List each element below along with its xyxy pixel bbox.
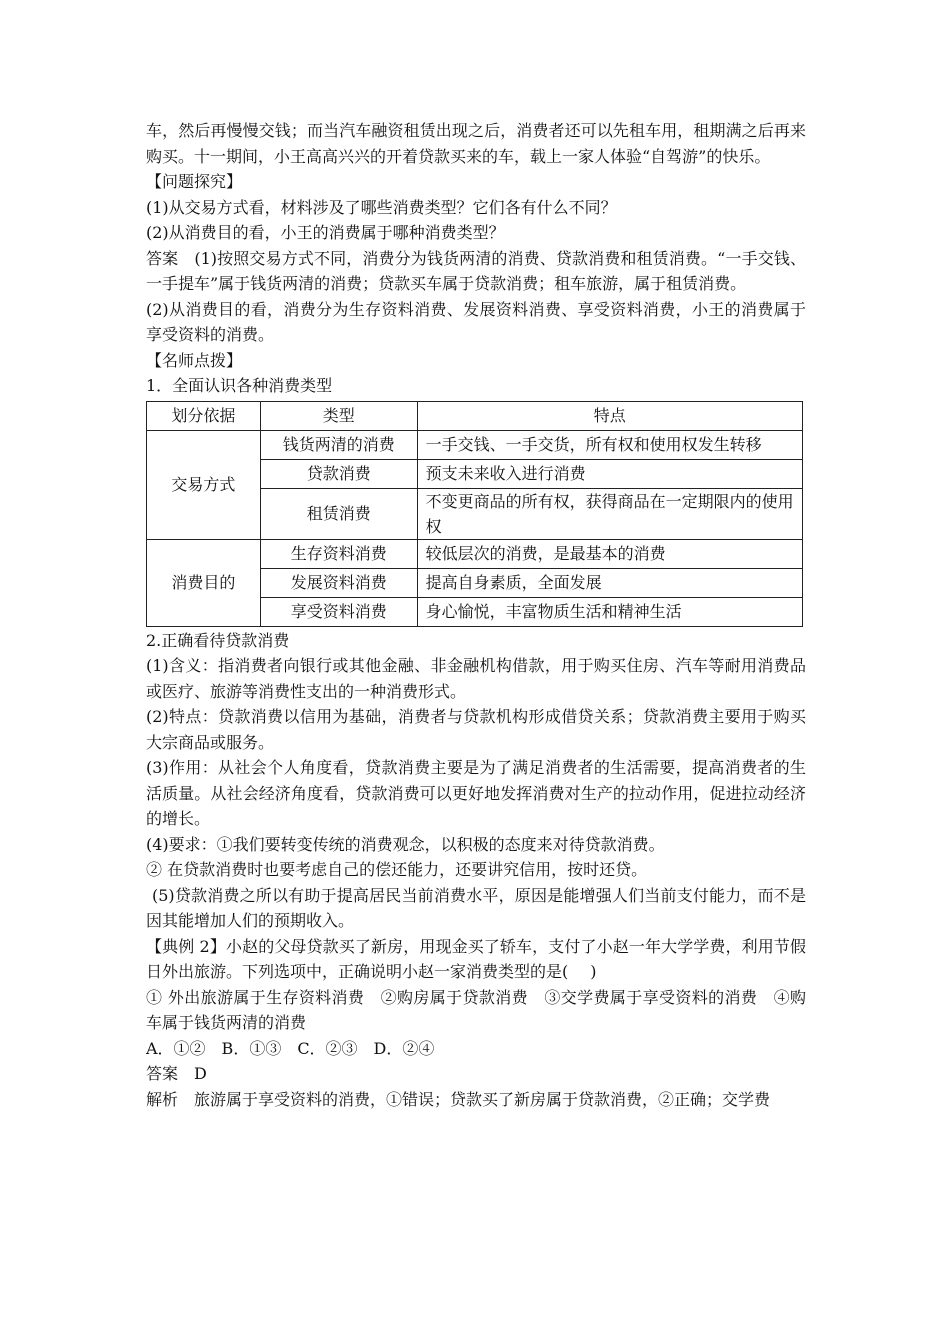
table-header-feature: 特点 [417,401,802,430]
document-page [146,118,806,1112]
example-analysis: 解析 旅游属于享受资料的消费，①错误；贷款买了新房属于贷款消费，②正确；交学费 [146,1089,771,1109]
example-choices: A．①② B．①③ C．②③ D．②④ [146,1038,435,1058]
table-cell-feature: 一手交钱、一手交货，所有权和使用权发生转移 [417,430,802,459]
table-cell-feature: 身心愉悦，丰富物质生活和精神生活 [417,597,802,626]
table-cell-feature: 预支未来收入进行消费 [417,459,802,488]
table-cell-type: 享受资料消费 [260,597,417,626]
table-cell-feature: 不变更商品的所有权，获得商品在一定期限内的使用权 [417,488,802,539]
example-options: ① 外出旅游属于生存资料消费 ②购房属于贷款消费 ③交学费属于享受资料的消费 ④购车属于钱货两清的消费 [146,987,806,1032]
intro-paragraph: 车，然后再慢慢交钱；而当汽车融资租赁出现之后，消费者还可以先租车用，租期满之后再来购买。十一期间，小王高高兴兴的开着贷款买来的车，载上一家人体验“自驾游”的快乐。 [146,121,806,166]
example-stem-end: ) [590,962,597,981]
consumption-types-table [146,401,803,627]
example-answer: 答案 D [146,1064,207,1083]
teacher-header: 【名师点拨】 [146,350,243,370]
point-features: (2)特点：贷款消费以信用为基础，消费者与贷款机构形成借贷关系；贷款消费主要用于购买大宗商品或服务。 [146,707,806,752]
point-definition: (1)含义：指消费者向银行或其他金融、非金融机构借款，用于购买住房、汽车等耐用消费品或医疗、旅游等消费性支出的一种消费形式。 [146,656,806,701]
table-row [147,539,803,568]
question-header: 【问题探究】 [146,172,243,191]
section2-title: 2.正确看待贷款消费 [146,630,290,650]
table-header-basis: 划分依据 [147,401,261,430]
table-cell-type: 钱货两清的消费 [260,430,417,459]
question-2: (2)从消费目的看，小王的消费属于哪种消费类型？ [146,223,505,242]
section1-title: 1．全面认识各种消费类型 [146,376,333,395]
answer-part-2: (2)从消费目的看，消费分为生存资料消费、发展资料消费、享受资料消费，小王的消费属于享受资料的消费。 [146,299,806,344]
table-cell-type: 贷款消费 [260,459,417,488]
point-effects: (3)作用：从社会个人角度看，贷款消费主要是为了满足消费者的生活需要，提高消费者的生活质量。从社会经济角度看，贷款消费可以更好地发挥消费对生产的拉动作用，促进拉动经济的增长。 [146,758,806,828]
example-stem [146,934,806,985]
table-group-purpose: 消费目的 [147,539,261,626]
table-cell-type: 生存资料消费 [260,539,417,568]
point-5: (5)贷款消费之所以有助于提高居民当前消费水平，原因是能增强人们当前支付能力，而不是因其能增加人们的预期收入。 [146,885,806,930]
table-cell-type: 发展资料消费 [260,568,417,597]
table-header-row [147,401,803,430]
example-label: 【典例 2】 [146,936,226,956]
table-header-type: 类型 [260,401,417,430]
table-cell-feature: 较低层次的消费，是最基本的消费 [417,539,802,568]
table-row [147,430,803,459]
table-cell-feature: 提高自身素质，全面发展 [417,568,802,597]
point-requirements-2: ② 在贷款消费时也要考虑自己的偿还能力，还要讲究信用，按时还贷。 [146,860,648,879]
example-text: 小赵的父母贷款买了新房，用现金买了轿车，支付了小赵一年大学学费，利用节假日外出旅游。下列选项中，正确说明小赵一家消费类型的是( [146,936,806,981]
question-1: (1)从交易方式看，材料涉及了哪些消费类型？它们各有什么不同？ [146,197,617,217]
table-group-transaction: 交易方式 [147,430,261,539]
table-cell-type: 租赁消费 [260,488,417,539]
answer-part-1: 答案 (1)按照交易方式不同，消费分为钱货两清的消费、贷款消费和租赁消费。“一手交钱、一手提车”属于钱货两清的消费；贷款买车属于贷款消费；租车旅游，属于租赁消费。 [146,248,806,293]
point-requirements: (4)要求：①我们要转变传统的消费观念，以积极的态度来对待贷款消费。 [146,834,665,854]
